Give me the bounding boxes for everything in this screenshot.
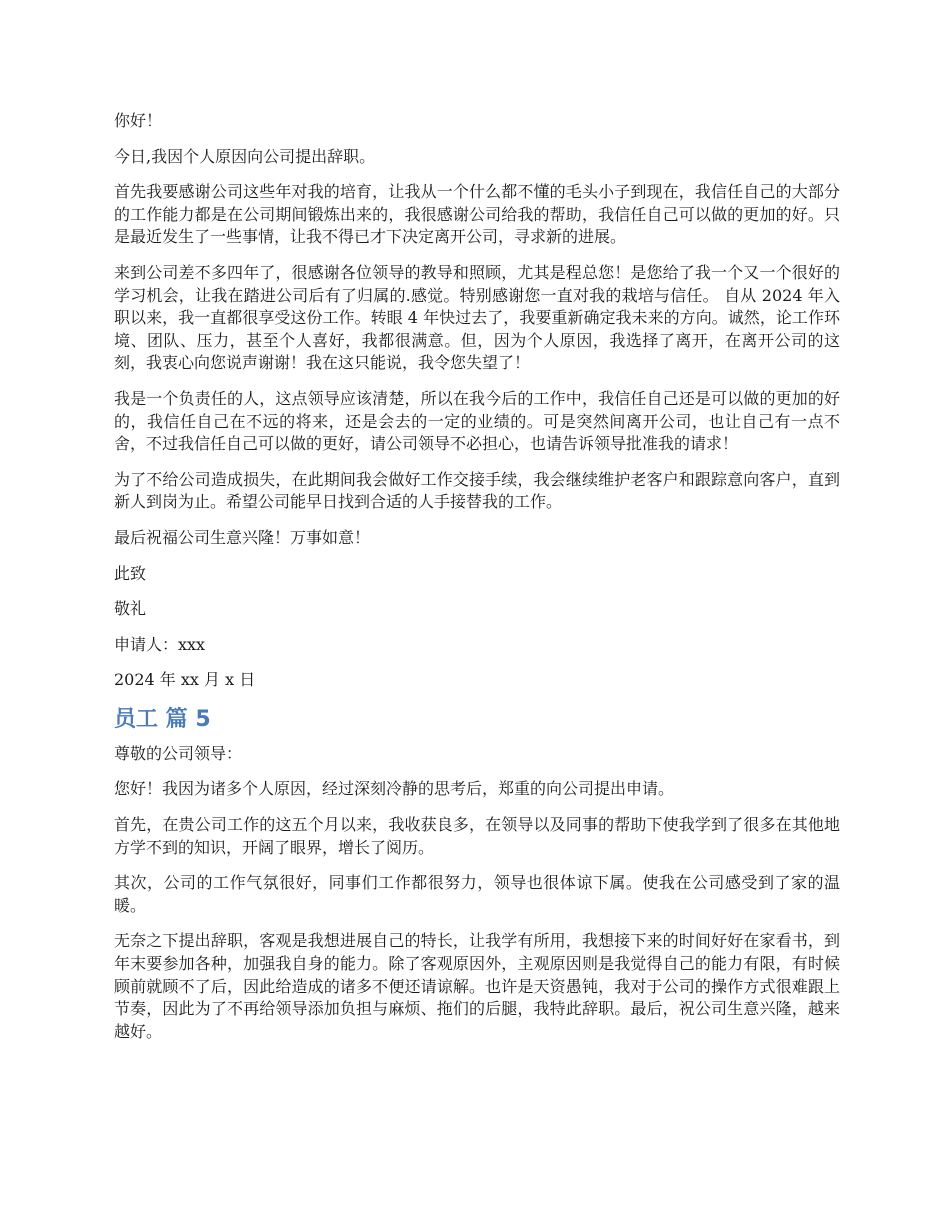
letter1-applicant: 申请人：xxx [114,634,206,654]
letter2-paragraph-2: 首先，在贵公司工作的这五个月以来，我收获良多，在领导以及同事的帮助下使我学到了很多在其他地方学不到的知识，开阔了眼界，增长了阅历。 [114,815,840,857]
letter1-paragraph-6: 最后祝福公司生意兴隆！万事如意！ [114,527,371,547]
letter1-paragraph-5: 为了不给公司造成损失，在此期间我会做好工作交接手续，我会继续维护老客户和跟踪意向客户，直到新人到岗为止。希望公司能早日找到合适的人手接替我的工作。 [114,469,840,512]
letter1-paragraph-3: 来到公司差不多四年了，很感谢各位领导的教导和照顾，尤其是程总您！是您给了我一个又一个很好的学习机会，让我在踏进公司后有了归属的.感觉。特别感谢您一直对我的栽培与信任。 自从 2024 年入职以来，我一直都很享受这份工作。转眼 4 年快过去了，我要重新确定我未来的方向。诚然，论工作环境、团队、压力，甚至个人喜好，我都很满意。但，因为个人原因，我选择了离开，在离开公司的这刻，我衷心向您说声谢谢！我在这只能说，我令您失望了！ [114,262,840,373]
letter2-paragraph-1: 您好！我因为诸多个人原因，经过深刻冷静的思考后，郑重的向公司提出申请。 [114,779,675,799]
letter1-date: 2024 年 xx 月 x 日 [114,670,256,690]
section-heading: 员工 篇 5 [114,706,211,732]
letter2-salutation: 尊敬的公司领导： [114,743,243,763]
letter1-paragraph-2: 首先我要感谢公司这些年对我的培育，让我从一个什么都不懂的毛头小子到现在，我信任自己的大部分的工作能力都是在公司期间锻炼出来的，我很感谢公司给我的帮助，我信任自己可以做的更加的好。只是最近发生了一些事情，让我不得已才下决定离开公司，寻求新的进展。 [114,182,840,247]
letter1-closing-1: 此致 [114,563,147,583]
letter2-paragraph-3: 其次，公司的工作气氛很好，同事们工作都很努力，领导也很体谅下属。使我在公司感受到了家的温暖。 [114,873,840,915]
letter1-paragraph-1: 今日,我因个人原因向公司提出辞职。 [114,146,376,166]
letter1-paragraph-4: 我是一个负责任的人，这点领导应该清楚，所以在我今后的工作中，我信任自己还是可以做的更加的好的，我信任自己在不远的将来，还是会去的一定的业绩的。可是突然间离开公司，也让自己有一点不舍，不过我信任自己可以做的更好，请公司领导不必担心，也请告诉领导批准我的请求！ [114,388,840,454]
letter2-paragraph-4: 无奈之下提出辞职，客观是我想进展自己的特长，让我学有所用，我想接下来的时间好好在家看书，到年末要参加各种，加强我自身的能力。除了客观原因外，主观原因则是我觉得自己的能力有限，有时候顾前就顾不了后，因此给造成的诸多不便还请谅解。也许是天资愚钝，我对于公司的操作方式很难跟上节奏，因此为了不再给领导添加负担与麻烦、拖们的后腿，我特此辞职。最后，祝公司生意兴隆，越来越好。 [114,931,840,1041]
letter1-greeting: 你好！ [114,111,163,130]
document-page [114,110,840,1056]
letter1-closing-2: 敬礼 [114,599,147,619]
